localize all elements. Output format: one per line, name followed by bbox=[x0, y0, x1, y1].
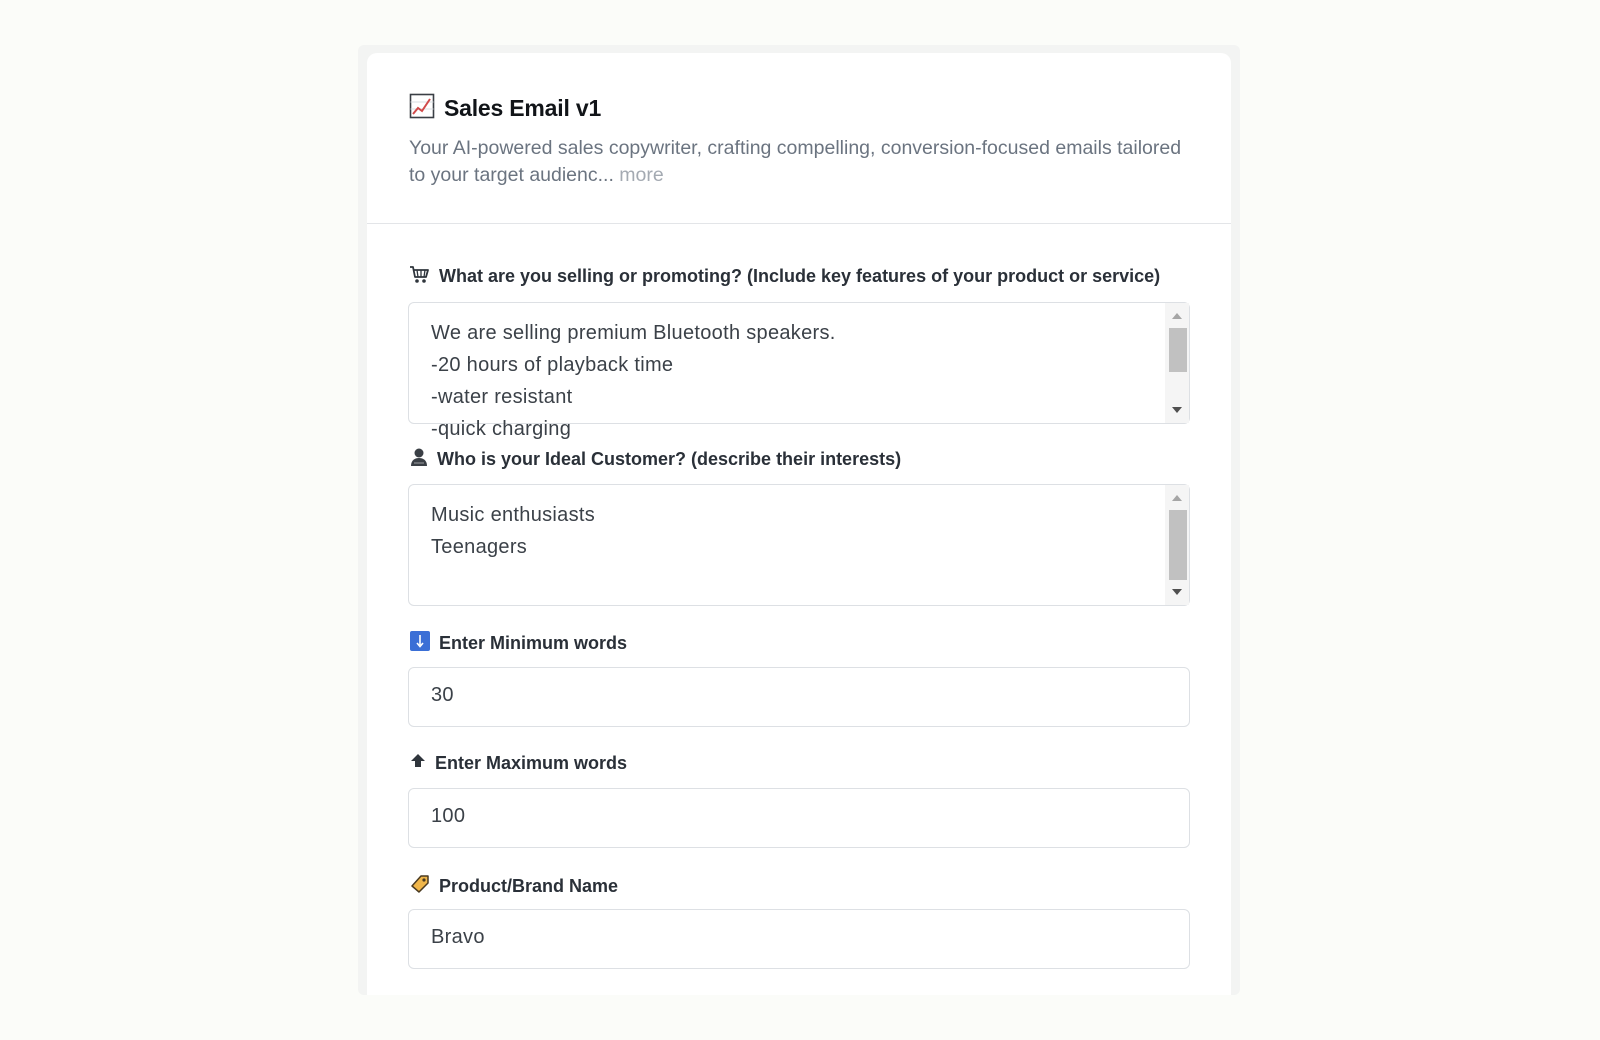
scrollbar-thumb[interactable] bbox=[1169, 510, 1187, 580]
scroll-up-arrow-icon[interactable] bbox=[1172, 313, 1182, 319]
scroll-down-arrow-icon[interactable] bbox=[1172, 589, 1182, 595]
app-title: Sales Email v1 bbox=[444, 95, 602, 121]
form-card bbox=[367, 53, 1231, 995]
scroll-up-arrow-icon[interactable] bbox=[1172, 495, 1182, 501]
product-textarea-scrollbar[interactable] bbox=[1165, 303, 1189, 423]
brand-name-input-value: Bravo bbox=[431, 926, 485, 948]
product-label-text: What are you selling or promoting? (Include key features of your product or service) bbox=[439, 266, 1161, 286]
up-arrow-icon bbox=[409, 752, 427, 775]
chart-increasing-icon bbox=[409, 93, 435, 124]
min-words-input-value: 30 bbox=[431, 684, 454, 706]
max-words-field-label bbox=[409, 752, 627, 775]
title-row bbox=[409, 93, 601, 124]
app-header bbox=[367, 53, 1231, 224]
brand-name-input[interactable] bbox=[408, 909, 1190, 969]
customer-field-label bbox=[409, 447, 901, 472]
scroll-down-arrow-icon[interactable] bbox=[1172, 407, 1182, 413]
max-words-input[interactable] bbox=[408, 788, 1190, 848]
customer-textarea-scrollbar[interactable] bbox=[1165, 485, 1189, 605]
bust-silhouette-icon bbox=[409, 447, 429, 472]
product-textarea-value: We are selling premium Bluetooth speakers. -20 hours of playback time -water resistant -quick charging bbox=[431, 322, 836, 440]
brand-field-label bbox=[409, 873, 618, 900]
scrollbar-thumb[interactable] bbox=[1169, 328, 1187, 372]
app-description bbox=[409, 135, 1189, 189]
max-words-label-text: Enter Maximum words bbox=[435, 753, 628, 773]
max-words-input-value: 100 bbox=[431, 805, 466, 827]
product-textarea[interactable] bbox=[408, 302, 1190, 440]
min-words-label-text: Enter Minimum words bbox=[439, 633, 628, 653]
customer-label-text: Who is your Ideal Customer? (describe their interests) bbox=[437, 449, 902, 469]
more-link[interactable]: more bbox=[619, 164, 664, 186]
description-text: Your AI-powered sales copywriter, crafting compelling, conversion-focused emails tailored to your target audienc... bbox=[409, 137, 1182, 186]
min-words-field-label bbox=[409, 630, 627, 657]
shopping-cart-icon bbox=[409, 264, 431, 289]
product-field-label bbox=[409, 264, 1160, 289]
brand-label-text: Product/Brand Name bbox=[439, 876, 619, 896]
label-tag-icon bbox=[409, 873, 431, 900]
customer-textarea[interactable] bbox=[408, 484, 1190, 606]
min-words-input[interactable] bbox=[408, 667, 1190, 727]
customer-textarea-value: Music enthusiasts Teenagers bbox=[431, 504, 596, 558]
down-arrow-button-icon bbox=[409, 630, 431, 657]
